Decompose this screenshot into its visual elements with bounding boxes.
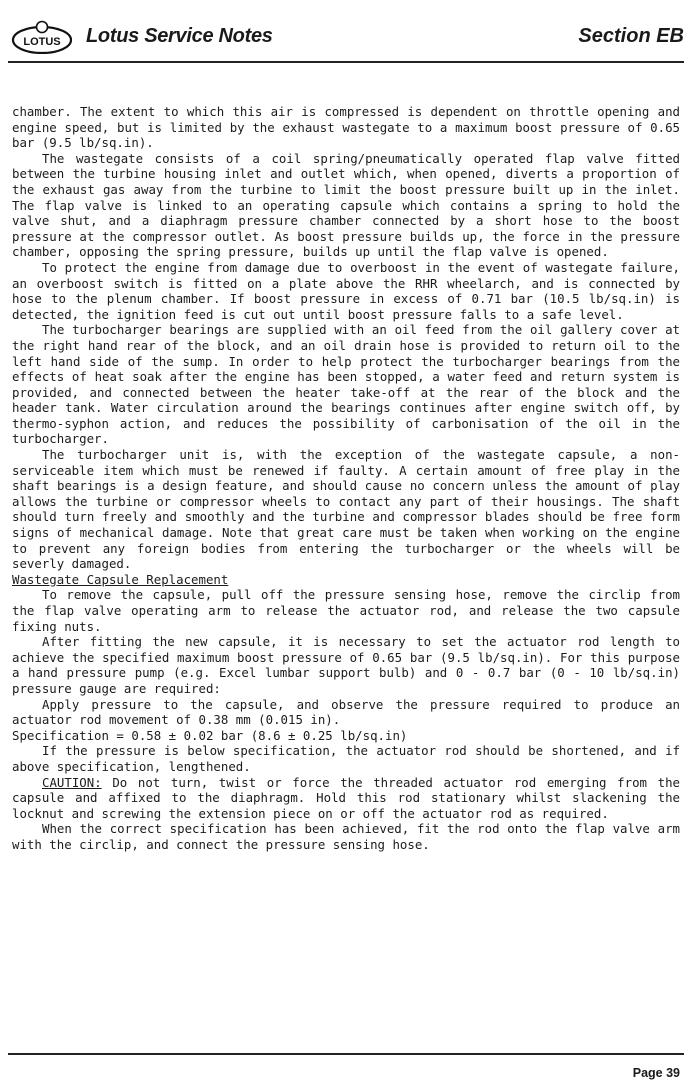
caution-paragraph — [12, 775, 680, 822]
paragraph: chamber. The extent to which this air is compressed is dependent on throttle opening and engine speed, but is limited by the exhaust wastegate to a maximum boost pressure of 0.65 bar (9.5 lb/sq.in). — [12, 104, 680, 151]
paragraph: To protect the engine from damage due to overboost in the event of wastegate failure, an overboost switch is fitted on a plate above the RHR wheelarch, and is connected by hose to the plenum chamber. If boost pressure in excess of 0.71 bar (10.5 lb/sq.in) is detected, the ignition feed is cut out until boost pressure falls to a safe level. — [12, 259, 680, 322]
section-label: Section EB — [578, 25, 684, 47]
paragraph: The turbocharger unit is, with the exception of the wastegate capsule, a non-serviceable item which must be renewed if faulty. A certain amount of free play in the shaft bearings is a design feature, and should cause no concern unless the amount of play allows the turbine or compressor wheels to contact any part of their housings. The shaft should turn freely and smoothly and the turbine and compressor blades should be free form signs of mechanical damage. Note that great care must be taken when working on the engine to prevent any foreign bodies from entering the turbocharger or the wheels will be severly damaged. — [12, 447, 680, 572]
caution-text: Do not turn, twist or force the threaded actuator rod emerging from the capsule and affixed to the diaphragm. Hold this rod stationary whilst slackening the locknut and screwing the extension piece on or off the actuator rod as required. — [12, 774, 680, 821]
page-number: Page 39 — [632, 1066, 680, 1080]
paragraph: The turbocharger bearings are supplied with an oil feed from the oil gallery cover at the right hand rear of the block, and an oil drain hose is provided to return oil to the left hand side of the sump. In order to help protect the turbocharger bearings from the effects of heat soak after the engine has been stopped, a water feed and return system is provided, and connected between the heater take-off at the rear of the block and the header tank. Water circulation around the bearings continues after engine switch off, by thermo-syphon action, and reduces the possibility of carbonisation of the oil in the turbocharger. — [12, 322, 680, 447]
page-header — [8, 18, 684, 58]
paragraph: When the correct specification has been achieved, fit the rod onto the flap valve arm with the circlip, and connect the pressure sensing hose. — [12, 821, 680, 852]
paragraph: To remove the capsule, pull off the pressure sensing hose, remove the circlip from the flap valve operating arm to release the actuator rod, and release the two capsule fixing nuts. — [12, 587, 680, 634]
document-body — [12, 104, 680, 853]
caution-label: CAUTION: — [42, 774, 102, 790]
logo-text: LOTUS — [23, 36, 61, 48]
specification-line: Specification = 0.58 ± 0.02 bar (8.6 ± 0.25 lb/sq.in) — [12, 727, 408, 743]
header-divider — [8, 61, 684, 63]
publication-title: Lotus Service Notes — [86, 25, 273, 47]
lotus-logo-icon — [10, 20, 74, 54]
paragraph: The wastegate consists of a coil spring/pneumatically operated flap valve fitted between the turbine housing inlet and outlet which, when opened, diverts a proportion of the exhaust gas away from the turbine to limit the boost pressure built up in the inlet. The flap valve is linked to an operating capsule which contains a spring to hold the valve shut, and a diaphragm pressure chamber connected by a short hose to the boost pressure at the compressor outlet. As boost pressure builds up, the force in the pressure chamber, opposing the spring pressure, builds up until the flap valve is opened. — [12, 150, 680, 260]
paragraph: If the pressure is below specification, the actuator rod should be shortened, and if above specification, lengthened. — [12, 743, 680, 774]
section-heading: Wastegate Capsule Replacement — [12, 571, 229, 587]
paragraph: After fitting the new capsule, it is necessary to set the actuator rod length to achieve the specified maximum boost pressure of 0.65 bar (9.5 lb/sq.in). For this purpose a hand pressure pump (e.g. Excel lumbar support bulb) and 0 - 0.7 bar (0 - 10 lb/sq.in) pressure gauge are required: — [12, 634, 680, 696]
footer-divider — [8, 1053, 684, 1055]
paragraph: Apply pressure to the capsule, and observe the pressure required to produce an actuator rod movement of 0.38 mm (0.015 in). — [12, 696, 680, 728]
